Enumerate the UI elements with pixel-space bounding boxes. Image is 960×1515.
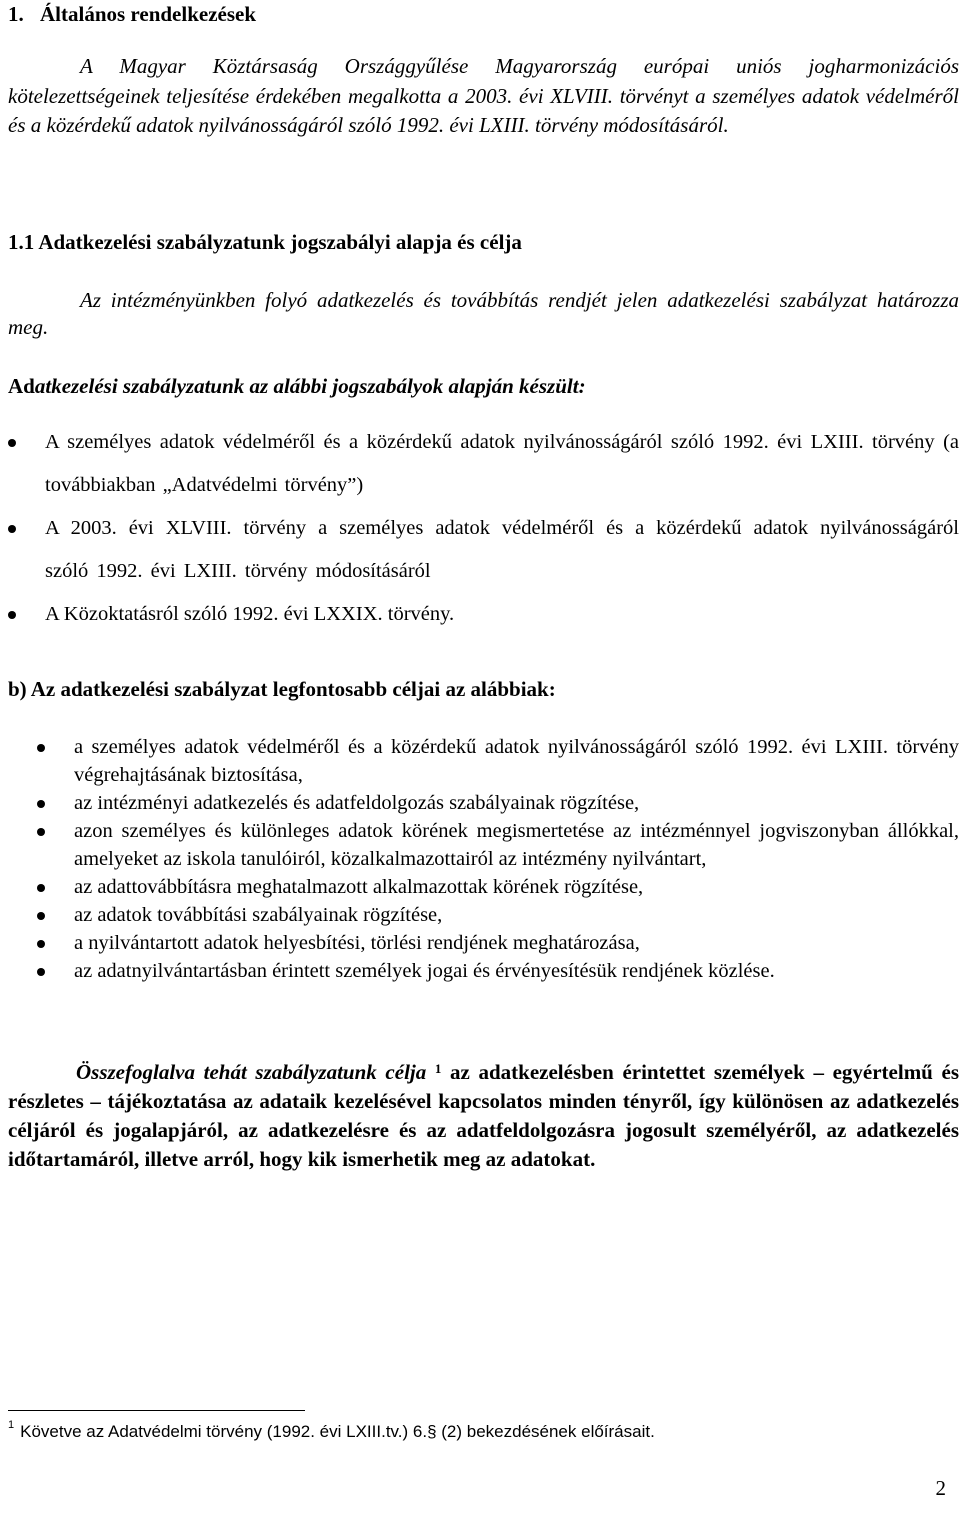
- list-item: [45, 593, 959, 636]
- list-item-text: A személyes adatok védelméről és a közérdekű adatok nyilvánosságáról szóló 1992. évi LXIII. törvény (a továbbiakban „Adatvédelmi törvény”): [45, 431, 959, 496]
- footnote-divider: [8, 1410, 305, 1411]
- list-item: [74, 789, 959, 817]
- bullet-icon: [8, 439, 16, 447]
- list-item: [45, 421, 959, 507]
- summary-italic: Összefoglalva tehát szabályzatunk célja: [76, 1060, 427, 1084]
- list-item-text: az intézményi adatkezelés és adatfeldolgozás szabályainak rögzítése,: [74, 792, 640, 814]
- list-item-text: A Közoktatásról szóló 1992. évi LXXIX. törvény.: [45, 603, 455, 625]
- bullet-icon: [8, 611, 16, 619]
- bullet-icon: [8, 525, 16, 533]
- section-title: Általános rendelkezések: [40, 2, 257, 26]
- section-heading: [8, 2, 256, 27]
- legal-basis-list: [45, 421, 959, 636]
- bullet-icon: [37, 940, 45, 948]
- summary-paragraph: [8, 1058, 959, 1174]
- subsection-heading: 1.1 Adatkezelési szabályzatunk jogszabályi alapja és célja: [8, 230, 522, 254]
- footnote-reference[interactable]: 1: [434, 1061, 442, 1076]
- list-item-text: azon személyes és különleges adatok körének megismertetése az intézménnyel jogviszonyban állókkal, amelyeket az iskola tanulóiról, közalkalmazottairól az intézmény nyilvántart,: [74, 820, 959, 870]
- list-item-text: az adatnyilvántartásban érintett személyek jogai és érvényesítésük rendjének közlése.: [74, 960, 775, 982]
- list-item: [74, 957, 959, 985]
- summary-rest: az adatkezelésben érintettet személyek – egyértelmű és részletes – tájékoztatása az adataik kezelésével kapcsolatos minden tényről, így különösen az adatkezelés céljáról és jogalapjáról, az adatkezelésre és az adatfeldolgozásra jogosult személyéről, az adatkezelés időtartamáról, illetve arról, hogy kik ismerhetik meg az adatokat.: [8, 1060, 959, 1171]
- bullet-icon: [37, 912, 45, 920]
- bullet-icon: [37, 744, 45, 752]
- bullet-icon: [37, 800, 45, 808]
- bullet-icon: [37, 828, 45, 836]
- page-number: 2: [935, 1476, 946, 1500]
- list-item-text: a nyilvántartott adatok helyesbítési, törlési rendjének meghatározása,: [74, 932, 640, 954]
- list-item-text: az adattovábbításra meghatalmazott alkalmazottak körének rögzítése,: [74, 876, 644, 898]
- footnote-text: Követve az Adatvédelmi törvény (1992. évi LXIII.tv.) 6.§ (2) bekezdésének előírásait.: [20, 1422, 655, 1441]
- list-item-text: a személyes adatok védelméről és a közérdekű adatok nyilvánosságáról szóló 1992. évi LXIII. törvény végrehajtásának biztosítása,: [74, 736, 959, 786]
- intro-paragraph: A Magyar Köztársaság Országgyűlése Magyarország európai uniós jogharmonizációs kötelezettségeinek teljesítése érdekében megalkotta a 2003. évi XLVIII. törvényt a személyes adatok védelméről és a közérdekű adatok nyilvánosságáról szóló 1992. évi LXIII. törvény módosításáról.: [8, 54, 959, 137]
- list-item: [74, 901, 959, 929]
- goals-list: [74, 733, 959, 985]
- list-item-text: A 2003. évi XLVIII. törvény a személyes adatok védelméről és a közérdekű adatok nyilvánosságáról szóló 1992. évi LXIII. törvény módosításáról: [45, 517, 959, 582]
- section-number: 1.: [8, 2, 24, 26]
- footnote: [8, 1419, 655, 1442]
- list-item: [74, 873, 959, 901]
- list-item: [74, 929, 959, 957]
- legal-basis-heading-prefix: Ad: [8, 374, 35, 398]
- list-item-text: az adatok továbbítási szabályainak rögzítése,: [74, 904, 443, 926]
- scope-paragraph: Az intézményünkben folyó adatkezelés és továbbítás rendjét jelen adatkezelési szabályzat határozza meg.: [8, 288, 959, 339]
- footnote-marker: 1: [8, 1419, 15, 1431]
- legal-basis-heading: [8, 374, 586, 399]
- bullet-icon: [37, 884, 45, 892]
- list-item: [74, 733, 959, 789]
- list-item: [45, 507, 959, 593]
- goals-heading: b) Az adatkezelési szabályzat legfontosabb céljai az alábbiak:: [8, 677, 556, 701]
- list-item: [74, 817, 959, 873]
- bullet-icon: [37, 968, 45, 976]
- legal-basis-heading-rest: atkezelési szabályzatunk az alábbi jogszabályok alapján készült:: [34, 374, 586, 398]
